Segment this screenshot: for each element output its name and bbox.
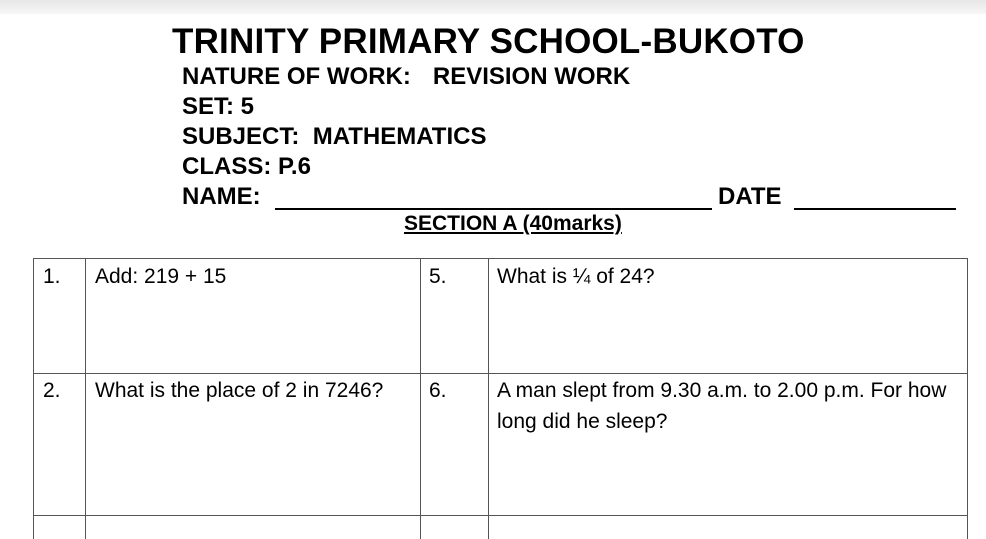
set-line: SET: 5 (182, 93, 255, 120)
column-divider (85, 259, 86, 539)
question-table (33, 258, 968, 539)
name-blank-line[interactable] (275, 208, 712, 210)
row-divider (34, 373, 967, 374)
nature-value: REVISION WORK (432, 63, 631, 90)
column-divider (488, 259, 489, 539)
question-text: What is the place of 2 in 7246? (95, 379, 384, 402)
date-blank-line[interactable] (794, 208, 956, 210)
subject-line (182, 123, 486, 151)
subject-label: SUBJECT: (182, 123, 300, 150)
question-number: 5. (429, 265, 447, 288)
class-line: CLASS: P.6 (182, 153, 311, 180)
section-title: SECTION A (40marks) (404, 212, 622, 235)
question-number: 2. (43, 379, 61, 402)
nature-label: NATURE OF WORK: (182, 63, 411, 90)
column-divider (420, 259, 421, 539)
question-number: 6. (429, 379, 447, 402)
question-text: Add: 219 + 15 (95, 265, 227, 288)
question-number: 1. (43, 265, 61, 288)
school-name: TRINITY PRIMARY SCHOOL-BUKOTO (172, 22, 805, 61)
nature-of-work-line (182, 63, 630, 91)
question-text: What is ¼ of 24? (497, 265, 655, 288)
window-top-edge (0, 0, 986, 14)
date-label: DATE (718, 183, 782, 210)
question-text: A man slept from 9.30 a.m. to 2.00 p.m. For how long did he sleep? (497, 379, 947, 433)
name-label: NAME: (182, 183, 261, 210)
subject-value: MATHEMATICS (312, 123, 487, 150)
